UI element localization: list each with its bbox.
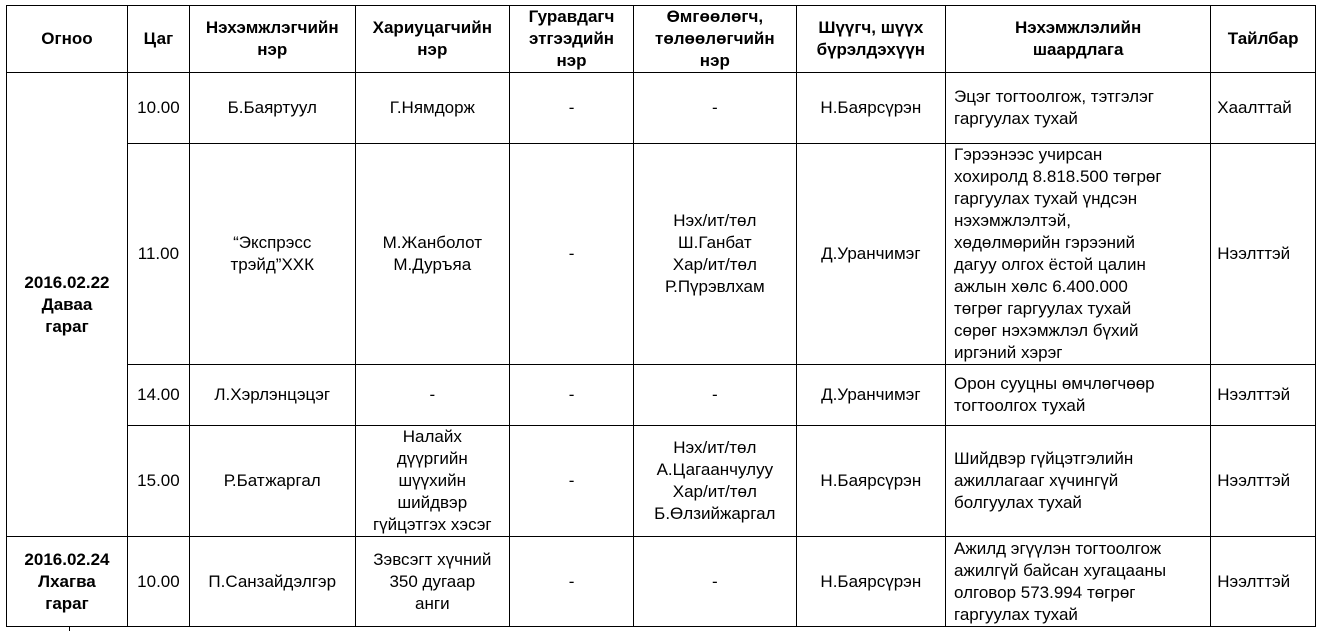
header-plaintiff: Нэхэмжлэгчийн нэр [189,6,355,73]
judge-cell: Н.Баярсүрэн [796,73,945,144]
claim-cell: Орон сууцны өмчлөгчөөр тогтоолгох тухай [946,365,1211,426]
note-cell: Нээлттэй [1211,365,1316,426]
header-third-party: Гуравдагч этгээдийн нэр [510,6,634,73]
header-row [7,6,1316,73]
representative-cell: Нэх/ит/төл А.Цагаанчулуу Хар/ит/төл Б.Өлзийжаргал [634,426,797,537]
note-cell: Нээлттэй [1211,426,1316,537]
plaintiff-cell: “Экспрэсс трэйд”ХХК [189,144,355,365]
third-party-cell: - [510,365,634,426]
header-defendant: Хариуцагчийн нэр [355,6,509,73]
note-cell: Нээлттэй [1211,537,1316,627]
third-party-cell: - [510,144,634,365]
third-party-cell: - [510,537,634,627]
time-cell: 10.00 [127,73,189,144]
claim-cell: Ажилд эгүүлэн тогтоолгож ажилгүй байсан хугацааны олговор 573.994 төгрөг гаргуулах тухай [946,537,1211,627]
header-claim: Нэхэмжлэлийн шаардлага [946,6,1211,73]
defendant-cell: Г.Нямдорж [355,73,509,144]
header-note: Тайлбар [1211,6,1316,73]
plaintiff-cell: Р.Батжаргал [189,426,355,537]
note-cell: Нээлттэй [1211,144,1316,365]
judge-cell: Н.Баярсүрэн [796,426,945,537]
plaintiff-cell: Л.Хэрлэнцэцэг [189,365,355,426]
defendant-cell: Зэвсэгт хүчний 350 дугаар анги [355,537,509,627]
time-cell: 11.00 [127,144,189,365]
table-row [7,426,1316,537]
time-cell: 10.00 [127,537,189,627]
representative-cell: - [634,73,797,144]
claim-cell: Эцэг тогтоолгож, тэтгэлэг гаргуулах тухай [946,73,1211,144]
table-row [7,144,1316,365]
schedule-table [6,5,1316,627]
time-cell: 14.00 [127,365,189,426]
defendant-cell: Налайх дүүргийн шүүхийн шийдвэр гүйцэтгэх хэсэг [355,426,509,537]
representative-cell: - [634,537,797,627]
claim-cell: Гэрээнээс учирсан хохиролд 8.818.500 төгрөг гаргуулах тухай үндсэн нэхэмжлэлтэй, хөдөлмөрийн гэрээний дагуу олгох ёстой цалин ажлын хөлс 6.400.000 төгрөг гаргуулах тухай сөрөг нэхэмжлэл бүхий иргэний хэрэг [946,144,1211,365]
plaintiff-cell: Б.Баяртуул [189,73,355,144]
time-cell: 15.00 [127,426,189,537]
representative-cell: Нэх/ит/төл Ш.Ганбат Хар/ит/төл Р.Пүрэвлхам [634,144,797,365]
header-time: Цаг [127,6,189,73]
table-row [7,365,1316,426]
representative-cell: - [634,365,797,426]
note-cell: Хаалттай [1211,73,1316,144]
judge-cell: Д.Уранчимэг [796,365,945,426]
third-party-cell: - [510,73,634,144]
table-row [7,73,1316,144]
judge-cell: Н.Баярсүрэн [796,537,945,627]
third-party-cell: - [510,426,634,537]
page-edge-mark [69,626,70,631]
header-judge: Шүүгч, шүүх бүрэлдэхүүн [796,6,945,73]
judge-cell: Д.Уранчимэг [796,144,945,365]
defendant-cell: - [355,365,509,426]
table-row [7,537,1316,627]
claim-cell: Шийдвэр гүйцэтгэлийн ажиллагааг хүчингүй болгуулах тухай [946,426,1211,537]
plaintiff-cell: П.Санзайдэлгэр [189,537,355,627]
header-date: Огноо [7,6,128,73]
defendant-cell: М.Жанболот М.Дуръяа [355,144,509,365]
date-cell: 2016.02.22 Даваа гараг [7,73,128,537]
header-representative: Өмгөөлөгч, төлөөлөгчийн нэр [634,6,797,73]
date-cell: 2016.02.24 Лхагва гараг [7,537,128,627]
